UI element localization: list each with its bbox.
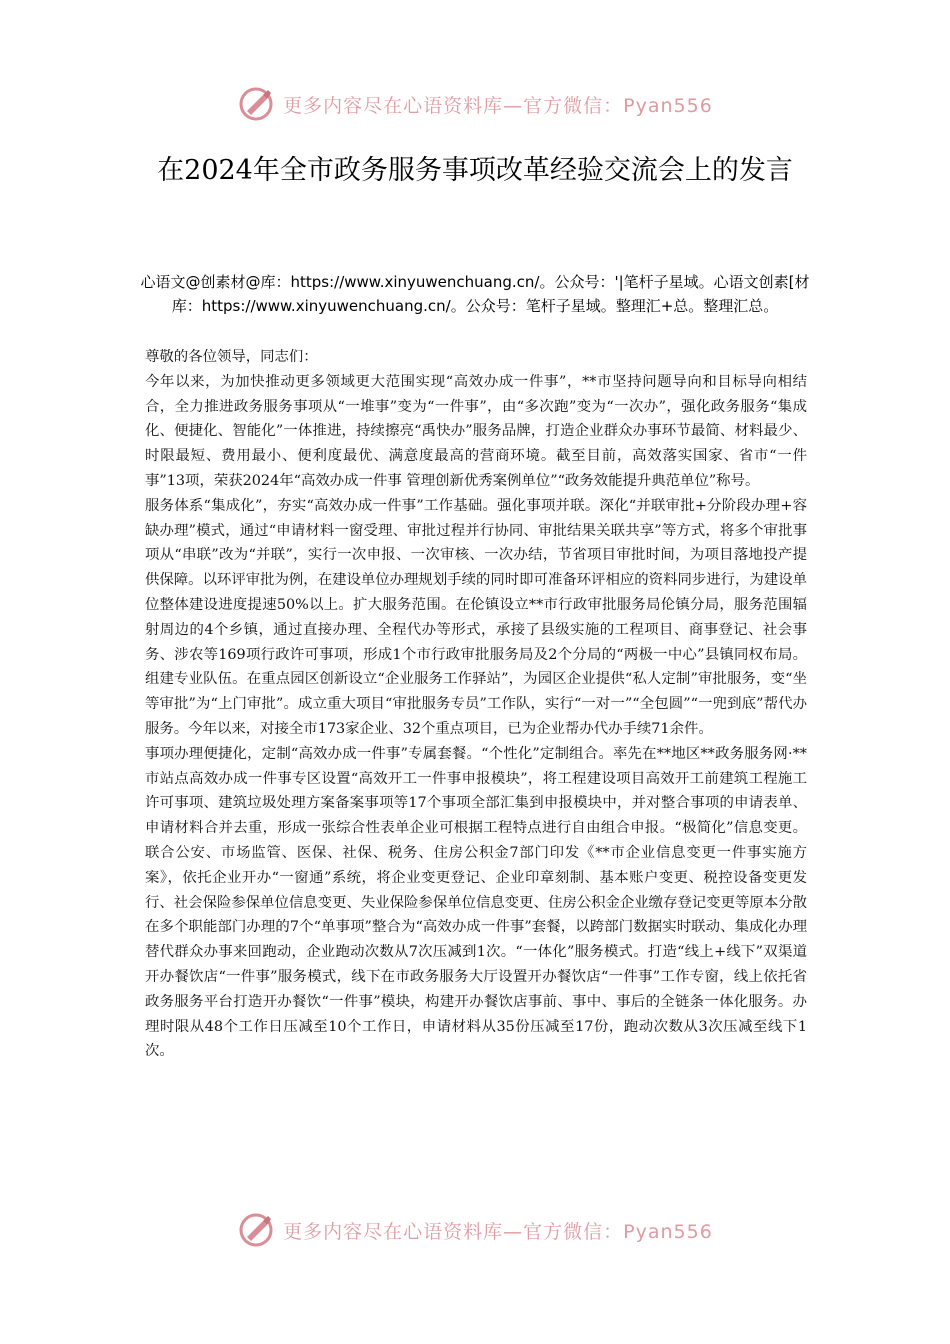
paragraph: 事项办理便捷化，定制“高效办成一件事”专属套餐。“个性化”定制组合。率先在**地区**政务服务网·**市站点高效办成一件事专区设置“高效开工一件事申报模块”，将工程建设项目高效开工前建筑工程施工许可事项、建筑垃圾处理方案备案事项等17个事项全部汇集到申报模块中，并对整合事项的申请表单、申请材料合并去重，形成一张综合性表单企业可根据工程特点进行自由组合申报。“极简化”信息变更。联合公安、市场监管、医保、社保、税务、住房公积金7部门印发《**市企业信息变更一件事实施方案》，依托企业开办“一窗通”系统，将企业变更登记、企业印章刻制、基本账户变更、税控设备变更发行、社会保险参保单位信息变更、失业保险参保单位信息变更、住房公积金企业缴存登记变更等原本分散在多个职能部门办理的7个“单事项”整合为“高效办成一件事”套餐，以跨部门数据实时联动、集成化办理替代群众办事来回跑动，企业跑动次数从7次压减到1次。“一体化”服务模式。打造“线上+线下”双渠道开办餐饮店“一件事”服务模式，线下在市政务服务大厅设置开办餐饮店“一件事”工作专窗，线上依托省政务服务平台打造开办餐饮“一件事”模块，构建开办餐饮店事前、事中、事后的全链条一体化服务。办理时限从48个工作日压减至10个工作日，申请材料从35份压减至17份，跑动次数从3次压减至线下1次。: [145, 745, 807, 1060]
bottom-banner: [0, 1210, 950, 1250]
page-title: 在2024年全市政务服务事项改革经验交流会上的发言: [157, 155, 793, 186]
source-line: 心语文@创素材@库：https://www.xinyuwenchuang.cn/。公众号：'|笔杆子星域。心语文创素[材库：https://www.xinyuwenchuang.cn/。公众号：笔杆子星域。整理汇+总。整理汇总。: [140, 273, 810, 315]
brand-logo-icon: [237, 84, 277, 124]
document-body: [145, 345, 807, 1064]
paragraph: 服务体系“集成化”，夯实“高效办成一件事”工作基础。强化事项并联。深化“并联审批+分阶段办理+容缺办理”模式，通过“申请材料一窗受理、审批过程并行协同、审批结果关联共享”等方式，将多个审批事项从“串联”改为“并联”，实行一次申报、一次审核、一次办结，节省项目审批时间，为项目落地投产提供保障。以环评审批为例，在建设单位办理规划手续的同时即可准备环评相应的资料同步进行，为建设单位整体建设进度提速50%以上。扩大服务范围。在伦镇设立**市行政审批服务局伦镇分局，服务范围辐射周边的4个乡镇，通过直接办理、全程代办等形式，承接了县级实施的工程项目、商事登记、社会事务、涉农等169项行政许可事项，形成1个市行政审批服务局及2个分局的“两极一中心”县镇同权布局。组建专业队伍。在重点园区创新设立“企业服务工作驿站”，为园区企业提供“私人定制”审批服务，变“坐等审批”为“上门审批”。成立重大项目“审批服务专员”工作队，实行“一对一”“全包圆”“一兜到底”帮代办服务。今年以来，对接全市173家企业、32个重点项目，已为企业帮办代办手续71余件。: [145, 497, 807, 737]
paragraph: 今年以来，为加快推动更多领域更大范围实现“高效办成一件事”，**市坚持问题导向和目标导向相结合，全力推进政务服务事项从“一堆事”变为“一件事”，由“多次跑”变为“一次办”，强化政务服务“集成化、便捷化、智能化”一体推进，持续擦亮“禹快办”服务品牌，打造企业群众办事环节最简、材料最少、时限最短、费用最小、便利度最优、满意度最高的营商环境。截至目前，高效落实国家、省市“一件事”13项，荣获2024年“高效办成一件事 管理创新优秀案例单位”“政务效能提升典范单位”称号。: [145, 373, 807, 489]
banner-text: 更多内容尽在心语资料库—官方微信：Pyan556: [283, 1220, 713, 1243]
banner-text: 更多内容尽在心语资料库—官方微信：Pyan556: [283, 94, 713, 117]
brand-logo-icon: [237, 1210, 277, 1250]
salutation: 尊敬的各位领导，同志们：: [145, 349, 318, 365]
top-banner: [0, 84, 950, 124]
